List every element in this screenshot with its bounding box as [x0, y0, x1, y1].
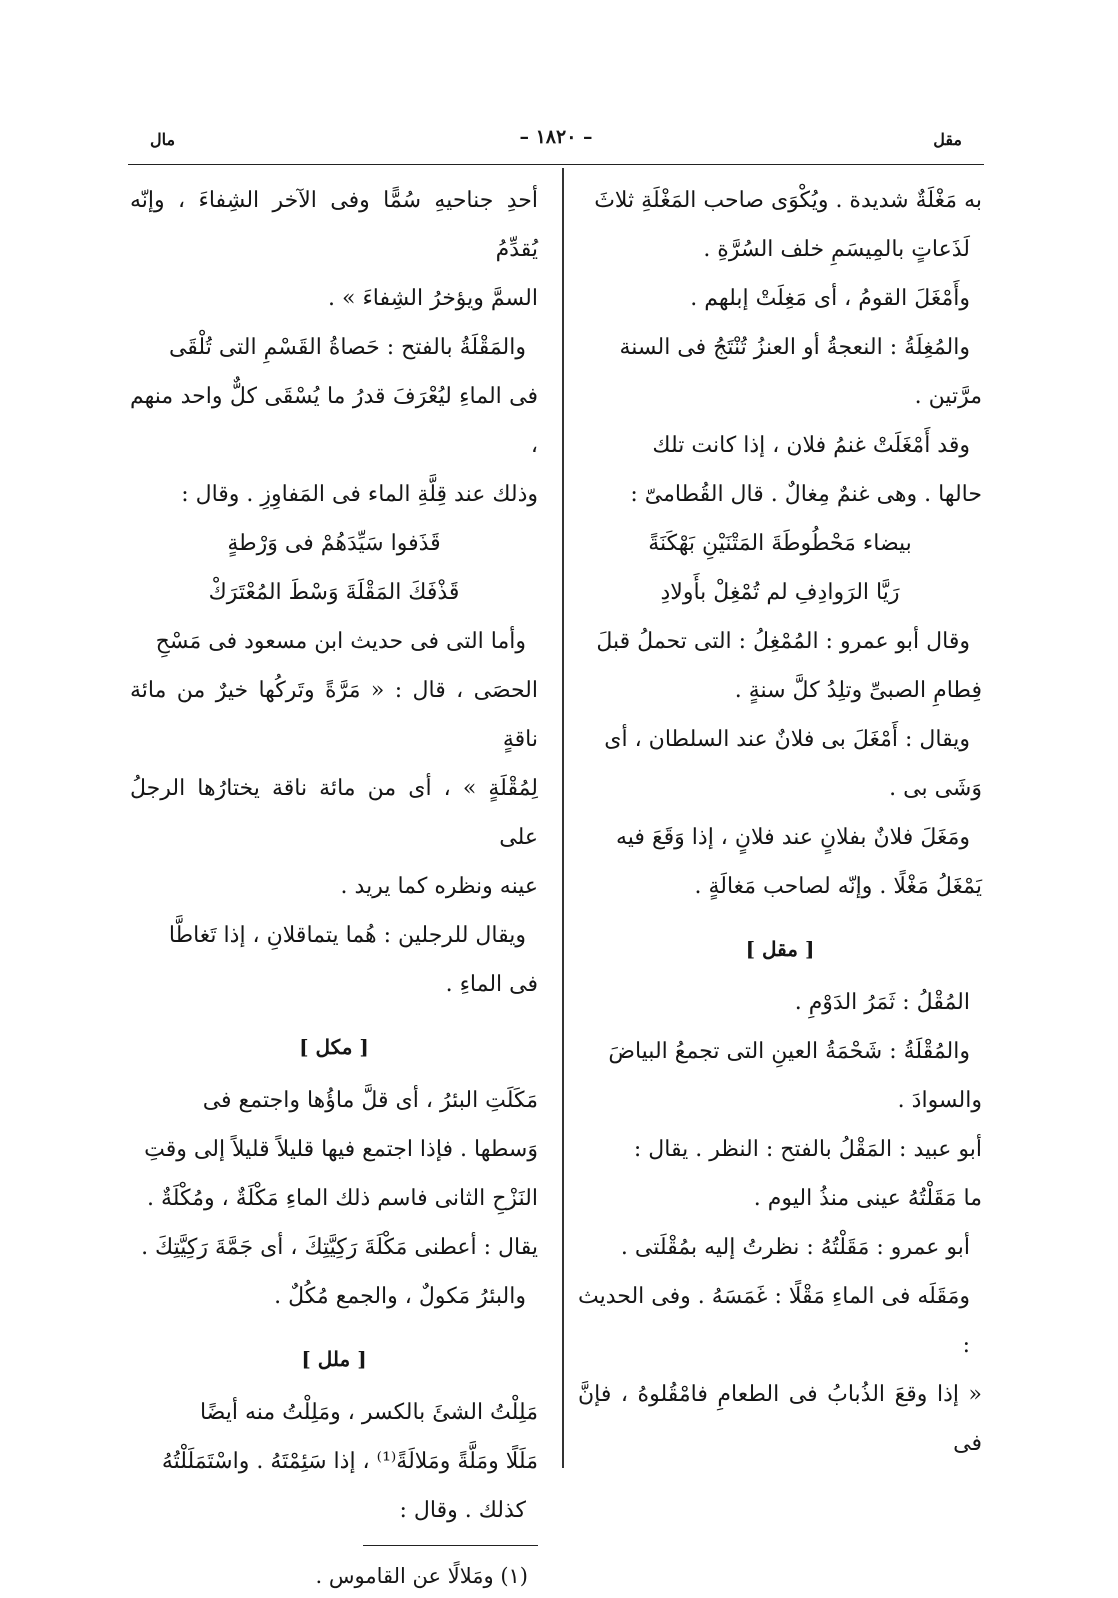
text-line: وقد أَمْغَلَتْ غنمُ فلان ، إذا كانت تلك — [652, 433, 970, 458]
text-line: والمُغِلَةُ : النعجةُ أو العنزُ تُنْتَجُ فى السنة — [619, 335, 970, 360]
text-line: عينه ونظره كما يريد . — [340, 874, 538, 899]
poem-verse: قَذَفوا سَيِّدَهُمْ فى وَرْطةٍ — [227, 531, 441, 556]
text-line: وَسطها . فإذا اجتمع فيها قليلاً قليلاً إلى وقتِ — [144, 1137, 538, 1162]
header-right-word: مقل — [933, 130, 962, 149]
poem-verse: رَيَّا الرَوادِفِ لم تُمْغِلْ بأَولادِ — [660, 580, 900, 605]
text-line: أبو عمرو : مَقَلْتُهُ : نظرتُ إليه بمُقْلَتى . — [620, 1235, 970, 1260]
text-line: لِمُقْلَةٍ » ، أى من مائة ناقة يختارُها الرجلُ على — [130, 776, 538, 850]
text-line: لَذَعاتٍ بالمِيسَمِ خلف السُرَّةِ . — [703, 237, 970, 262]
entry-heading-maql: [ مقل ] — [745, 937, 815, 961]
poem-verse: قَذْفَكَ المَقْلَةَ وَسْطَ المُعْتَرَكْ — [208, 580, 460, 605]
text-line: وَشَى بى . — [889, 776, 982, 801]
text-line: ويقال : أَمْغَلَ بى فلانٌ عند السلطان ، أى — [604, 727, 970, 752]
text-line: يقال : أعطنى مَكْلَةَ رَكِيَّتِكَ ، أى جَمَّةَ رَكِيَّتِكَ . — [141, 1235, 538, 1260]
text-line: مَلَلًا ومَلَّةً ومَلالَةً⁽¹⁾ ، إذا سَئِمْتَهُ . واسْتَمَلَلْتُهُ — [161, 1449, 538, 1474]
right-column — [578, 176, 982, 1468]
text-line: ما مَقَلْتُهُ عينى منذُ اليوم . — [753, 1186, 982, 1211]
text-line: فى الماءِ ليُعْرَفَ قدرُ ما يُسْقَى كلٌّ واحد منهم ، — [130, 384, 538, 458]
text-line: والبئرُ مَكولٌ ، والجمع مُكُلٌ . — [274, 1284, 526, 1309]
text-line: والمَقْلَةُ بالفتح : حَصاةُ القَسْمِ التى تُلْقَى — [168, 335, 526, 360]
text-line: وقال أبو عمرو : المُمْغِلُ : التى تحملُ قبلَ — [596, 629, 970, 654]
text-line: ويقال للرجلين : هُما يتماقلانِ ، إذا تَغاطَّا — [168, 923, 526, 948]
text-line: النَزْحِ الثانى فاسم ذلك الماءِ مَكْلَةٌ ، ومُكْلَةٌ . — [146, 1186, 538, 1211]
header-left-word: مال — [150, 130, 176, 149]
text-line: به مَغْلَةٌ شديدة . ويُكْوَى صاحب المَغْلَةِ ثلاثَ — [594, 188, 982, 213]
text-line: أبو عبيد : المَقْلُ بالفتح : النظر . يقال : — [633, 1137, 982, 1162]
text-line: السمَّ ويؤخرُ الشِفاءَ » . — [328, 286, 538, 311]
text-line: ومَقَلَه فى الماءِ مَقْلًا : غَمَسَهُ . وفى الحديث : — [578, 1284, 970, 1358]
footnote-rule — [363, 1545, 538, 1546]
text-line: أحدِ جناحيهِ سُمًّا وفى الآخر الشِفاءَ ، وإنّه يُقدِّمُ — [130, 188, 538, 262]
text-line: « إذا وقعَ الذُبابُ فى الطعامِ فامْقُلوهُ ، فإنَّ فى — [578, 1382, 982, 1456]
text-line: وأما التى فى حديث ابن مسعود فى مَسْحِ — [155, 629, 526, 654]
text-line: فى الماءِ . — [445, 972, 538, 997]
text-line: وأَمْغَلَ القومُ ، أى مَغِلَتْ إبلهم . — [690, 286, 970, 311]
text-line: الحصَى ، قال : « مَرَّةً وتَركُها خيرٌ من مائة ناقةٍ — [130, 678, 538, 752]
entry-heading-makl: [ مكل ] — [299, 1035, 369, 1059]
text-line: كذلك . وقال : — [399, 1498, 526, 1523]
text-line: مَلِلْتُ الشئَ بالكسر ، ومَلِلْتُ منه أيضًا — [199, 1400, 538, 1425]
text-line: والمُقْلَةُ : شَحْمَةُ العينِ التى تجمعُ البياضَ — [608, 1039, 970, 1064]
text-line: مَكَلَتِ البئرُ ، أى قلَّ ماؤُها واجتمع فى — [202, 1088, 538, 1113]
text-line: مرَّتين . — [914, 384, 982, 409]
poem-verse: بيضاء مَحْطُوطَةَ المَتْنَيْنِ بَهْكَنَةً — [648, 531, 912, 556]
left-column — [130, 176, 538, 1598]
text-line: يَمْغَلُ مَغْلًا . وإنّه لصاحب مَغالَةٍ . — [694, 874, 982, 899]
running-header — [128, 126, 984, 165]
text-line: حالها . وهى غنمٌ مِغالٌ . قال القُطامىّ : — [630, 482, 982, 507]
text-line: المُقْلُ : ثَمَرُ الدَوْمِ . — [794, 990, 970, 1015]
entry-heading-malal: [ ملل ] — [301, 1347, 367, 1371]
text-line: وذلك عند قِلَّةِ الماء فى المَفاوِزِ . وقال : — [181, 482, 538, 507]
text-line: والسوادَ . — [897, 1088, 982, 1113]
column-divider — [562, 168, 564, 1468]
text-line: ومَغَلَ فلانٌ بفلانٍ عند فلانٍ ، إذا وَقَعَ فيه — [616, 825, 970, 850]
text-line: فِطامِ الصبىِّ وتلِدُ كلَّ سنةٍ . — [734, 678, 982, 703]
footnote: (١) ومَلالًا عن القاموس . — [315, 1564, 528, 1589]
page-number: – ١٨٢٠ – — [519, 126, 593, 148]
